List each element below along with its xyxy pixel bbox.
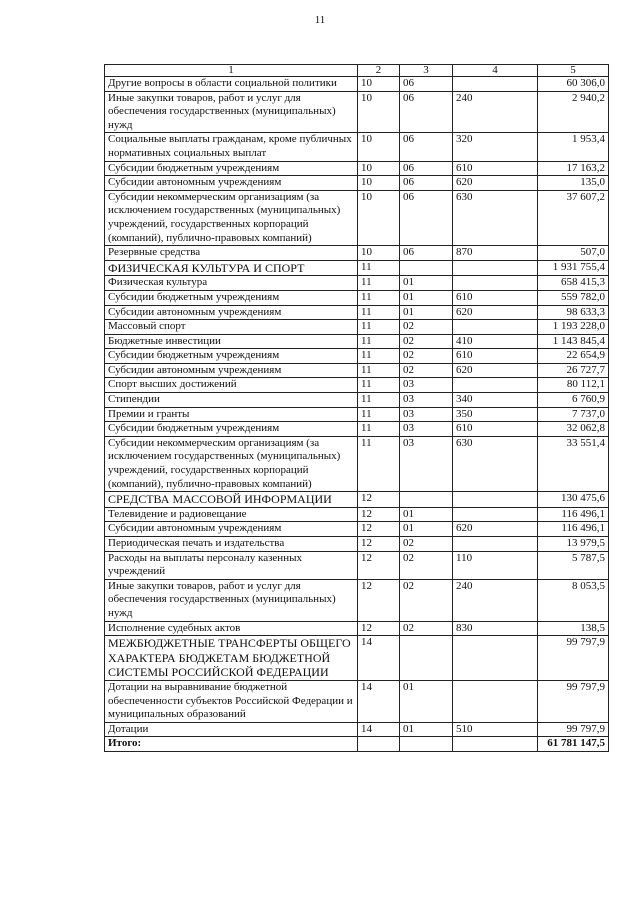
table-row — [105, 305, 609, 320]
row-amount: 5 787,5 — [538, 551, 609, 579]
row-expense-type-code: 240 — [453, 91, 538, 133]
table-row — [105, 407, 609, 422]
row-subsection-code: 02 — [400, 621, 453, 636]
row-expense-type-code: 620 — [453, 363, 538, 378]
row-expense-type-code — [453, 276, 538, 291]
row-section-code: 11 — [358, 290, 400, 305]
table-row — [105, 621, 609, 636]
row-section-code: 10 — [358, 161, 400, 176]
section-row — [105, 636, 609, 681]
column-header-1: 1 — [105, 65, 358, 77]
row-subsection-code: 01 — [400, 507, 453, 522]
row-section-code: 11 — [358, 334, 400, 349]
row-expense-type-code: 320 — [453, 133, 538, 161]
row-subsection-code: 01 — [400, 305, 453, 320]
row-name-cell: Иные закупки товаров, работ и услуг для обеспечения государственных (муниципальных) нужд — [105, 579, 358, 621]
row-name-cell: Спорт высших достижений — [105, 378, 358, 393]
table-row — [105, 378, 609, 393]
row-expense-type-code — [453, 492, 538, 508]
row-section-code: 12 — [358, 579, 400, 621]
row-subsection-code: 01 — [400, 680, 453, 722]
row-subsection-code: 06 — [400, 161, 453, 176]
row-subsection-code: 01 — [400, 290, 453, 305]
row-expense-type-code: 620 — [453, 305, 538, 320]
header-row — [105, 65, 609, 77]
row-name-cell: Бюджетные инвестиции — [105, 334, 358, 349]
row-name-cell: Субсидии некоммерческим организациям (за исключением государственных (муниципальных) учреждений, государственных корпораций (компаний), публично-правовых компаний) — [105, 436, 358, 491]
row-amount: 37 607,2 — [538, 190, 609, 245]
row-section-code: 14 — [358, 680, 400, 722]
row-name-cell: Иные закупки товаров, работ и услуг для обеспечения государственных (муниципальных) нужд — [105, 91, 358, 133]
row-amount: 559 782,0 — [538, 290, 609, 305]
row-amount: 135,0 — [538, 176, 609, 191]
row-expense-type-code: 240 — [453, 579, 538, 621]
column-header-3: 3 — [400, 65, 453, 77]
row-subsection-code: 03 — [400, 407, 453, 422]
table-row — [105, 133, 609, 161]
row-subsection-code: 01 — [400, 522, 453, 537]
row-amount: 17 163,2 — [538, 161, 609, 176]
row-name-cell: Стипендии — [105, 393, 358, 408]
row-expense-type-code: 830 — [453, 621, 538, 636]
row-amount: 138,5 — [538, 621, 609, 636]
row-amount: 33 551,4 — [538, 436, 609, 491]
row-amount: 22 654,9 — [538, 349, 609, 364]
table-row — [105, 161, 609, 176]
row-expense-type-code: 610 — [453, 290, 538, 305]
row-expense-type-code: 340 — [453, 393, 538, 408]
row-subsection-code: 06 — [400, 246, 453, 261]
table-row — [105, 680, 609, 722]
total-row — [105, 737, 609, 752]
table-row — [105, 393, 609, 408]
row-section-code: 12 — [358, 621, 400, 636]
row-amount: 1 193 228,0 — [538, 320, 609, 335]
row-amount: 507,0 — [538, 246, 609, 261]
table-row — [105, 522, 609, 537]
row-name-cell: Расходы на выплаты персоналу казенных учреждений — [105, 551, 358, 579]
column-header-2: 2 — [358, 65, 400, 77]
row-section-code: 14 — [358, 722, 400, 737]
table-row — [105, 290, 609, 305]
row-name-cell: Субсидии автономным учреждениям — [105, 363, 358, 378]
row-section-code: 10 — [358, 176, 400, 191]
total-sum: 61 781 147,5 — [538, 737, 609, 752]
column-header-5: 5 — [538, 65, 609, 77]
row-amount: 99 797,9 — [538, 680, 609, 722]
row-name-cell: Социальные выплаты гражданам, кроме публичных нормативных социальных выплат — [105, 133, 358, 161]
row-amount: 1 143 845,4 — [538, 334, 609, 349]
row-name-cell: Субсидии бюджетным учреждениям — [105, 161, 358, 176]
row-amount: 116 496,1 — [538, 507, 609, 522]
table-row — [105, 422, 609, 437]
row-section-code: 11 — [358, 436, 400, 491]
total-empty-cell — [358, 737, 400, 752]
row-section-code: 10 — [358, 91, 400, 133]
row-expense-type-code: 410 — [453, 334, 538, 349]
row-name-cell: Субсидии автономным учреждениям — [105, 305, 358, 320]
row-section-code: 12 — [358, 522, 400, 537]
row-amount: 1 931 755,4 — [538, 260, 609, 276]
row-expense-type-code — [453, 680, 538, 722]
row-name-cell: Субсидии бюджетным учреждениям — [105, 422, 358, 437]
row-subsection-code: 06 — [400, 77, 453, 92]
row-section-code: 11 — [358, 407, 400, 422]
row-subsection-code — [400, 636, 453, 681]
table-row — [105, 722, 609, 737]
row-amount: 130 475,6 — [538, 492, 609, 508]
table-row — [105, 551, 609, 579]
row-name-cell: Премии и гранты — [105, 407, 358, 422]
row-name-cell: Субсидии некоммерческим организациям (за исключением государственных (муниципальных) учреждений, государственных корпораций (компаний), публично-правовых компаний) — [105, 190, 358, 245]
row-expense-type-code — [453, 507, 538, 522]
row-subsection-code — [400, 492, 453, 508]
total-label: Итого: — [105, 737, 358, 752]
row-expense-type-code — [453, 320, 538, 335]
row-amount: 60 306,0 — [538, 77, 609, 92]
row-name-cell: Субсидии автономным учреждениям — [105, 176, 358, 191]
row-expense-type-code — [453, 636, 538, 681]
row-subsection-code: 03 — [400, 393, 453, 408]
row-amount: 658 415,3 — [538, 276, 609, 291]
row-section-code: 12 — [358, 492, 400, 508]
row-expense-type-code — [453, 378, 538, 393]
row-expense-type-code: 610 — [453, 422, 538, 437]
table-row — [105, 363, 609, 378]
table-row — [105, 91, 609, 133]
row-section-code: 14 — [358, 636, 400, 681]
total-empty-cell — [400, 737, 453, 752]
row-section-code: 10 — [358, 133, 400, 161]
table-row — [105, 190, 609, 245]
row-name-cell: МЕЖБЮДЖЕТНЫЕ ТРАНСФЕРТЫ ОБЩЕГО ХАРАКТЕРА БЮДЖЕТАМ БЮДЖЕТНОЙ СИСТЕМЫ РОССИЙСКОЙ ФЕДЕРАЦИИ — [105, 636, 358, 681]
row-section-code: 11 — [358, 422, 400, 437]
row-name-cell: Дотации на выравнивание бюджетной обеспеченности субъектов Российской Федерации и муниципальных образований — [105, 680, 358, 722]
column-header-4: 4 — [453, 65, 538, 77]
row-amount: 26 727,7 — [538, 363, 609, 378]
row-subsection-code: 02 — [400, 551, 453, 579]
row-name-cell: СРЕДСТВА МАССОВОЙ ИНФОРМАЦИИ — [105, 492, 358, 508]
row-expense-type-code: 630 — [453, 190, 538, 245]
row-amount: 13 979,5 — [538, 537, 609, 552]
row-section-code: 11 — [358, 363, 400, 378]
row-section-code: 11 — [358, 305, 400, 320]
row-amount: 8 053,5 — [538, 579, 609, 621]
row-subsection-code: 03 — [400, 378, 453, 393]
row-section-code: 11 — [358, 378, 400, 393]
row-subsection-code: 03 — [400, 436, 453, 491]
row-name-cell: Резервные средства — [105, 246, 358, 261]
table-row — [105, 176, 609, 191]
row-section-code: 11 — [358, 349, 400, 364]
table-row — [105, 320, 609, 335]
row-expense-type-code — [453, 77, 538, 92]
table-body — [105, 77, 609, 737]
row-subsection-code: 01 — [400, 276, 453, 291]
row-subsection-code: 02 — [400, 537, 453, 552]
row-amount: 2 940,2 — [538, 91, 609, 133]
row-section-code: 11 — [358, 393, 400, 408]
row-subsection-code: 02 — [400, 363, 453, 378]
row-name-cell: Физическая культура — [105, 276, 358, 291]
table-row — [105, 246, 609, 261]
page-number: 11 — [314, 14, 326, 26]
section-row — [105, 492, 609, 508]
row-subsection-code: 02 — [400, 320, 453, 335]
row-subsection-code: 02 — [400, 349, 453, 364]
row-amount: 98 633,3 — [538, 305, 609, 320]
row-expense-type-code: 610 — [453, 349, 538, 364]
row-expense-type-code — [453, 537, 538, 552]
row-section-code: 12 — [358, 507, 400, 522]
table-row — [105, 334, 609, 349]
row-amount: 7 737,0 — [538, 407, 609, 422]
row-amount: 32 062,8 — [538, 422, 609, 437]
row-expense-type-code: 350 — [453, 407, 538, 422]
row-section-code: 10 — [358, 246, 400, 261]
row-subsection-code — [400, 260, 453, 276]
table-row — [105, 436, 609, 491]
row-section-code: 12 — [358, 537, 400, 552]
row-expense-type-code: 620 — [453, 176, 538, 191]
section-row — [105, 260, 609, 276]
row-expense-type-code: 870 — [453, 246, 538, 261]
row-subsection-code: 01 — [400, 722, 453, 737]
row-subsection-code: 06 — [400, 133, 453, 161]
budget-table — [104, 64, 609, 752]
row-expense-type-code: 610 — [453, 161, 538, 176]
row-name-cell: Периодическая печать и издательства — [105, 537, 358, 552]
total-empty-cell — [453, 737, 538, 752]
row-name-cell: Телевидение и радиовещание — [105, 507, 358, 522]
row-section-code: 11 — [358, 320, 400, 335]
row-subsection-code: 06 — [400, 91, 453, 133]
row-amount: 6 760,9 — [538, 393, 609, 408]
table-row — [105, 579, 609, 621]
row-name-cell: ФИЗИЧЕСКАЯ КУЛЬТУРА И СПОРТ — [105, 260, 358, 276]
row-name-cell: Другие вопросы в области социальной политики — [105, 77, 358, 92]
row-amount: 99 797,9 — [538, 722, 609, 737]
row-name-cell: Субсидии автономным учреждениям — [105, 522, 358, 537]
row-name-cell: Субсидии бюджетным учреждениям — [105, 290, 358, 305]
row-expense-type-code: 630 — [453, 436, 538, 491]
row-name-cell: Субсидии бюджетным учреждениям — [105, 349, 358, 364]
row-expense-type-code — [453, 260, 538, 276]
row-section-code: 11 — [358, 276, 400, 291]
row-name-cell: Массовый спорт — [105, 320, 358, 335]
table-row — [105, 77, 609, 92]
row-amount: 80 112,1 — [538, 378, 609, 393]
row-section-code: 12 — [358, 551, 400, 579]
row-amount: 1 953,4 — [538, 133, 609, 161]
row-expense-type-code: 110 — [453, 551, 538, 579]
row-subsection-code: 02 — [400, 334, 453, 349]
row-expense-type-code: 510 — [453, 722, 538, 737]
row-expense-type-code: 620 — [453, 522, 538, 537]
row-amount: 116 496,1 — [538, 522, 609, 537]
row-subsection-code: 06 — [400, 190, 453, 245]
row-section-code: 10 — [358, 77, 400, 92]
table-row — [105, 507, 609, 522]
row-subsection-code: 02 — [400, 579, 453, 621]
row-section-code: 11 — [358, 260, 400, 276]
table-row — [105, 537, 609, 552]
row-subsection-code: 03 — [400, 422, 453, 437]
row-section-code: 10 — [358, 190, 400, 245]
table-row — [105, 276, 609, 291]
row-amount: 99 797,9 — [538, 636, 609, 681]
row-name-cell: Исполнение судебных актов — [105, 621, 358, 636]
row-name-cell: Дотации — [105, 722, 358, 737]
row-subsection-code: 06 — [400, 176, 453, 191]
table-row — [105, 349, 609, 364]
